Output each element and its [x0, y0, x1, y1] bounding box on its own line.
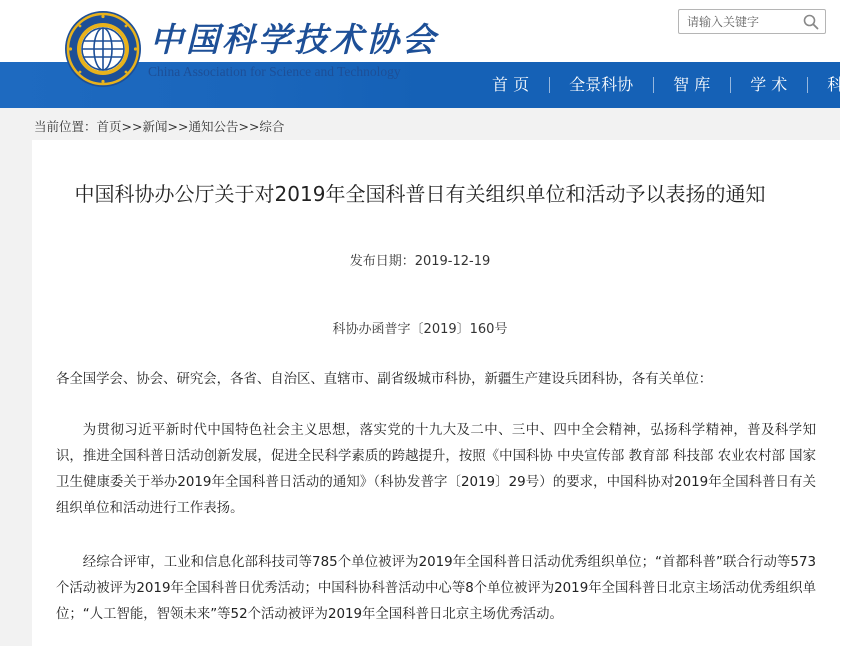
nav-item-science[interactable]: 科 [807, 62, 863, 108]
search-box[interactable] [678, 9, 826, 34]
search-icon[interactable] [803, 14, 819, 30]
nav-item-panorama[interactable]: 全景科协 [549, 62, 653, 108]
breadcrumb-separator: >> [167, 119, 189, 134]
article-paragraph-1: 为贯彻习近平新时代中国特色社会主义思想，落实党的十九大及二中、三中、四中全会精神，弘扬科学精神，普及科学知识，推进全国科普日活动创新发展，促进全民科学素质的跨越提升，按照《中国科协 中央宣传部 教育部 科技部 农业农村部 国家卫生健康委关于举办2019年全国科普日活动的通知》（科协发普字〔2019〕29号）的要求，中国科协对2019年全国科普日有关组织单位和活动进行工作表扬。 [56, 423, 816, 516]
breadcrumb-general[interactable]: 综合 [259, 119, 285, 134]
logo-chinese-name[interactable]: 中国科学技术协会 [150, 20, 438, 59]
nav-item-academic[interactable]: 学 术 [730, 62, 807, 108]
article-paragraph-2: 经综合评审，工业和信息化部科技司等785个单位被评为2019年全国科普日活动优秀组织单位；“首都科普”联合行动等573个活动被评为2019年全国科普日优秀活动；中国科协科普活动中心等8个单位被评为2019年全国科普日北京主场活动优秀组织单位；“人工智能，智领未来”等52个活动被评为2019年全国科普日北京主场优秀活动。 [56, 555, 816, 622]
nav-items [472, 62, 863, 108]
breadcrumb-separator: >> [121, 119, 143, 134]
breadcrumb-news[interactable]: 新闻 [142, 119, 168, 134]
breadcrumb-notices[interactable]: 通知公告 [188, 119, 239, 134]
breadcrumb [34, 117, 284, 135]
nav-item-home[interactable]: 首 页 [492, 75, 530, 94]
breadcrumb-prefix: 当前位置： [34, 119, 97, 134]
publish-date: 发布日期：2019-12-19 [349, 254, 491, 269]
search-input[interactable] [687, 13, 799, 30]
cast-globe-emblem-icon[interactable] [64, 10, 142, 88]
article-title: 中国科协办公厅关于对2019年全国科普日有关组织单位和活动予以表扬的通知 [74, 182, 766, 206]
nav-item-thinktank[interactable]: 智 库 [653, 62, 730, 108]
breadcrumb-home[interactable]: 首页 [96, 119, 122, 134]
breadcrumb-separator: >> [238, 119, 260, 134]
article-salutation: 各全国学会、协会、研究会，各省、自治区、直辖市、副省级城市科协，新疆生产建设兵团科协，各有关单位： [56, 372, 713, 387]
logo-english-name[interactable]: China Association for Science and Technology [148, 64, 401, 79]
breadcrumb-bar [0, 108, 840, 140]
document-number: 科协办函普字〔2019〕160号 [332, 322, 508, 337]
page-background [0, 140, 32, 646]
